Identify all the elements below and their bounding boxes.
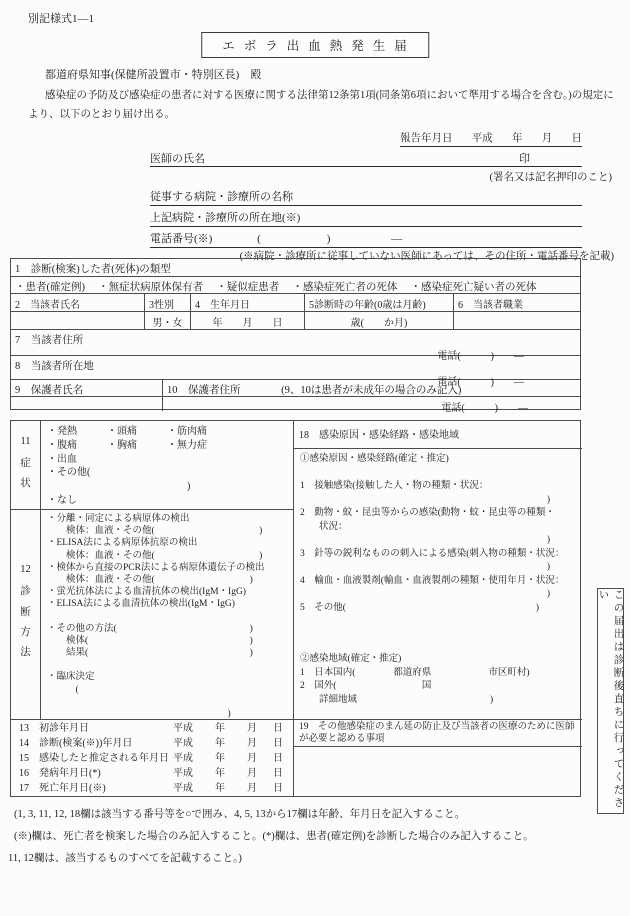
day-label: 日: [273, 782, 283, 794]
infection-line: 3 針等の鋭利なものの刺入による感染(刺入物の種類・状況：: [300, 548, 565, 559]
age-blank-cell: 歳( か月): [304, 312, 453, 329]
col-header-age: 5診断時の年齢(0歳は月齢): [304, 294, 453, 311]
infection-line: 4 輸血・血液製剤(輸血・血液製剤の種類・使用年月・状況：: [300, 575, 565, 586]
year-label: 年: [215, 767, 225, 779]
symptom-line: ): [47, 481, 191, 493]
diagnosis-line: 検体：血液・その他( ): [47, 574, 253, 585]
month-label: 月: [247, 782, 257, 794]
diagnosed-type-header: 1 診断(検案)した者(死体)の類型: [15, 264, 171, 275]
symptoms-vertical-label: 症状: [20, 457, 31, 489]
infection-line: 状況：: [300, 521, 348, 532]
symptoms-list-cell: [41, 421, 293, 509]
infection-line: 1 日本国内( 都道府県 市区町村): [300, 667, 530, 678]
form-title: エボラ出血熱発生届: [201, 32, 429, 58]
diagnosis-line: 検体：血液・その他( ): [47, 526, 263, 537]
day-label: 日: [273, 767, 283, 779]
diagnosis-line: (: [47, 684, 79, 695]
col-header-name: 2 当該者氏名: [15, 300, 80, 311]
infection-line: ): [546, 562, 550, 572]
date-row-death: [19, 782, 287, 797]
date-row-label: 13 初診年月日: [19, 723, 89, 734]
symptom-line: ・その他(: [47, 467, 91, 479]
guardian-name-header: 9 保護者氏名: [15, 385, 84, 396]
diagnosis-line: 検体：血液・その他( ): [47, 550, 263, 561]
infection-line: 1 接触感染(接触した人・物の種類・状況：: [300, 481, 489, 491]
hospital-address-label: 上記病院・診療所の所在地(※): [150, 212, 301, 224]
form-code: 別記様式1—1: [28, 13, 94, 25]
addressee-line: 都道府県知事(保健所設置市・特別区長) 殿: [45, 69, 262, 81]
month-label: 月: [247, 767, 257, 779]
hospital-address-row: [150, 209, 582, 227]
item19-blank-cell: [293, 746, 582, 796]
col-header-occupation: 6 当該者職業: [453, 294, 580, 311]
day-label: 日: [273, 752, 283, 764]
diagnosis-line: ): [47, 709, 231, 719]
footnote-line: (※)欄は、死亡者を検案した場合のみ記入すること。(*)欄は、患者(確定例)を診断した場合のみ記入すること。: [14, 831, 534, 842]
year-label: 年: [215, 752, 225, 764]
seal-label: 印: [519, 153, 530, 165]
diagnosis-line: [47, 696, 287, 708]
diagnosis-line: ・その他の方法( ): [47, 623, 253, 634]
month-label: 月: [247, 723, 257, 734]
footnote-line: 11, 12欄は、該当するものすべてを記載すること。): [8, 853, 242, 864]
infection-line: ): [546, 494, 550, 505]
table-row: [11, 276, 580, 293]
date-row-onset: [19, 767, 287, 782]
patient-address-label: 7 当該者住所: [15, 335, 84, 346]
side-instruction-text: この届出は診断後直ちに行ってください: [597, 589, 624, 810]
table-row: [11, 379, 580, 396]
col-header-birthdate: 4 生年月日: [190, 294, 304, 311]
item19-note-cell: 19 その他感染症のまん延の防止及び当該者の医療のために医師が必要と認める事項: [299, 722, 575, 744]
diagnosed-type-options: ・患者(確定例) ・無症状病原体保有者 ・疑似症患者 ・感染症死亡者の死体 ・感染症死亡疑い者の死体: [15, 282, 537, 293]
diagnosis-vertical-label: 診断方法: [20, 586, 31, 659]
patient-location-label: 8 当該者所在地: [15, 361, 94, 372]
guardian-address-header: [162, 380, 580, 396]
diagnosis-line: ・蛍光抗体法による血清抗体の検出(IgM・IgG): [47, 587, 246, 598]
infection-line: ①感染原因・感染経路(確定・推定): [300, 454, 449, 464]
diagnosis-line: ・ELISA法による血清抗体の検出(IgM・IgG): [47, 599, 235, 610]
infection-line: [300, 467, 575, 481]
symptoms-number-cell: [11, 421, 41, 509]
col-header-sex: 3性別: [144, 294, 190, 311]
date-row-label: 15 感染したと推定される年月日: [19, 752, 169, 764]
date-rows-cell: [11, 719, 293, 796]
diagnosis-line: ・臨床決定: [47, 672, 95, 683]
month-label: 月: [247, 752, 257, 764]
table-row: [11, 259, 580, 276]
patient-info-table: [10, 258, 581, 414]
table-row: [11, 355, 580, 388]
date-row-label: 17 死亡年月日(※): [19, 782, 106, 794]
era-label: 平成: [173, 782, 193, 794]
infection-line: 2 国外( 国: [300, 681, 432, 691]
doctor-name-label: 医師の氏名: [150, 153, 205, 165]
guardian-phone-cell: 電話( ) —: [162, 397, 580, 411]
diagnosis-methods-cell: [41, 509, 293, 719]
law-text-line1: 感染症の予防及び感染症の患者に対する医療に関する法律第12条第1項(同条第6項において準用する場合を含む。)の規定に: [45, 90, 614, 101]
occupation-blank-cell: [453, 312, 580, 329]
patient-location-cell: [11, 356, 580, 388]
report-date-row: [400, 130, 582, 147]
year-label: 年: [215, 723, 225, 734]
guardian-name-blank-cell: [11, 397, 162, 411]
infection-section-header: 18 感染原因・感染経路・感染地域: [299, 430, 459, 441]
phone-note: (※病院・診療所に従事していない医師にあっては、その住所・電話番号を記載): [239, 251, 614, 262]
date-row-diagnosis: [19, 737, 287, 752]
report-year-label: 年: [512, 133, 523, 144]
infection-line: ): [546, 535, 550, 545]
guardian-minor-note: (9、10は患者が未成年の場合のみ記入): [281, 385, 462, 396]
diagnosis-line: [47, 659, 287, 671]
infection-detail-cell: [293, 448, 582, 719]
era-label: 平成: [173, 767, 193, 779]
symptom-line: ・出血: [47, 453, 77, 465]
symptom-line: ・発熱 ・頭痛 ・筋肉痛: [47, 426, 207, 437]
era-label: 平成: [173, 752, 193, 764]
table-row: [11, 293, 580, 311]
diagnosis-number: 12: [20, 564, 31, 576]
clinical-info-table: [10, 420, 581, 797]
year-label: 年: [215, 782, 225, 794]
diagnosis-line: 検体( ): [47, 635, 253, 646]
report-month-label: 月: [541, 133, 553, 144]
phone-number-label: 電話番号(※): [150, 233, 213, 245]
infection-line: ): [546, 589, 550, 599]
phone-number-row: [150, 230, 582, 248]
table-row: [11, 396, 580, 414]
symptom-line: ・なし: [47, 494, 77, 506]
diagnosis-number-cell: [11, 509, 41, 719]
guardian-address-label: 10 保護者住所: [167, 385, 241, 396]
month-label: 月: [247, 737, 257, 749]
hospital-name-label: 従事する病院・診療所の名称: [150, 191, 293, 203]
infection-gap: [300, 615, 575, 653]
patient-location-phone: 電話( ) —: [437, 377, 524, 388]
patient-address-cell: [11, 330, 580, 362]
diagnosis-line: ・検体から直接のPCR法による病原体遺伝子の検出: [47, 562, 265, 573]
date-row-label: 14 診断(検案(※))年月日: [19, 737, 133, 749]
infection-line: 詳細地域 ): [300, 694, 494, 705]
symptom-line: ・腹痛 ・胸痛 ・無力症: [47, 439, 207, 451]
date-row-estimated-infection: [19, 752, 287, 767]
report-era-label: 平成: [471, 133, 493, 144]
patient-address-phone: 電話( ) —: [437, 351, 524, 362]
infection-line: 2 動物・蚊・昆虫等からの感染(動物・蚊・昆虫等の種類・: [300, 508, 555, 518]
name-blank-cell: [11, 312, 144, 329]
era-label: 平成: [173, 737, 193, 749]
doctor-name-row: [150, 148, 582, 167]
year-label: 年: [215, 737, 225, 749]
report-day-label: 日: [571, 133, 582, 144]
diagnosis-line: 結果( ): [47, 648, 253, 659]
diagnosis-line: [47, 611, 287, 623]
birthdate-blank-cell: 年 月 日: [190, 312, 304, 329]
era-label: 平成: [173, 723, 193, 734]
footnote-line: (1, 3, 11, 12, 18欄は該当する番号等を○で囲み、4, 5, 13から17欄は年齢、年月日を記入すること。: [14, 809, 466, 820]
report-date-label: 報告年月日: [400, 133, 453, 144]
infection-line: ②感染地域(確定・推定): [300, 654, 402, 664]
seal-note: (署名又は記名押印のこと): [489, 172, 612, 183]
sex-options-cell: 男・女: [144, 312, 190, 329]
phone-dash: —: [391, 233, 403, 245]
symptoms-number: 11: [20, 435, 31, 447]
day-label: 日: [273, 723, 283, 734]
hospital-name-row: [150, 188, 582, 206]
law-text-line2: より、以下のとおり届け出る。: [28, 109, 175, 120]
day-label: 日: [273, 737, 283, 749]
table-row: [11, 329, 580, 362]
date-row-label: 16 発病年月日(*): [19, 767, 101, 779]
diagnosis-line: ・ELISA法による病原体抗原の検出: [47, 538, 198, 549]
date-row-first-visit: [19, 722, 287, 737]
side-instruction-box: [597, 588, 624, 814]
infection-line: 5 その他( ): [300, 602, 540, 613]
diagnosis-line: ・分離・同定による病原体の検出: [47, 514, 190, 524]
phone-paren-blank: ( ): [257, 233, 331, 245]
table-row: [11, 311, 580, 329]
